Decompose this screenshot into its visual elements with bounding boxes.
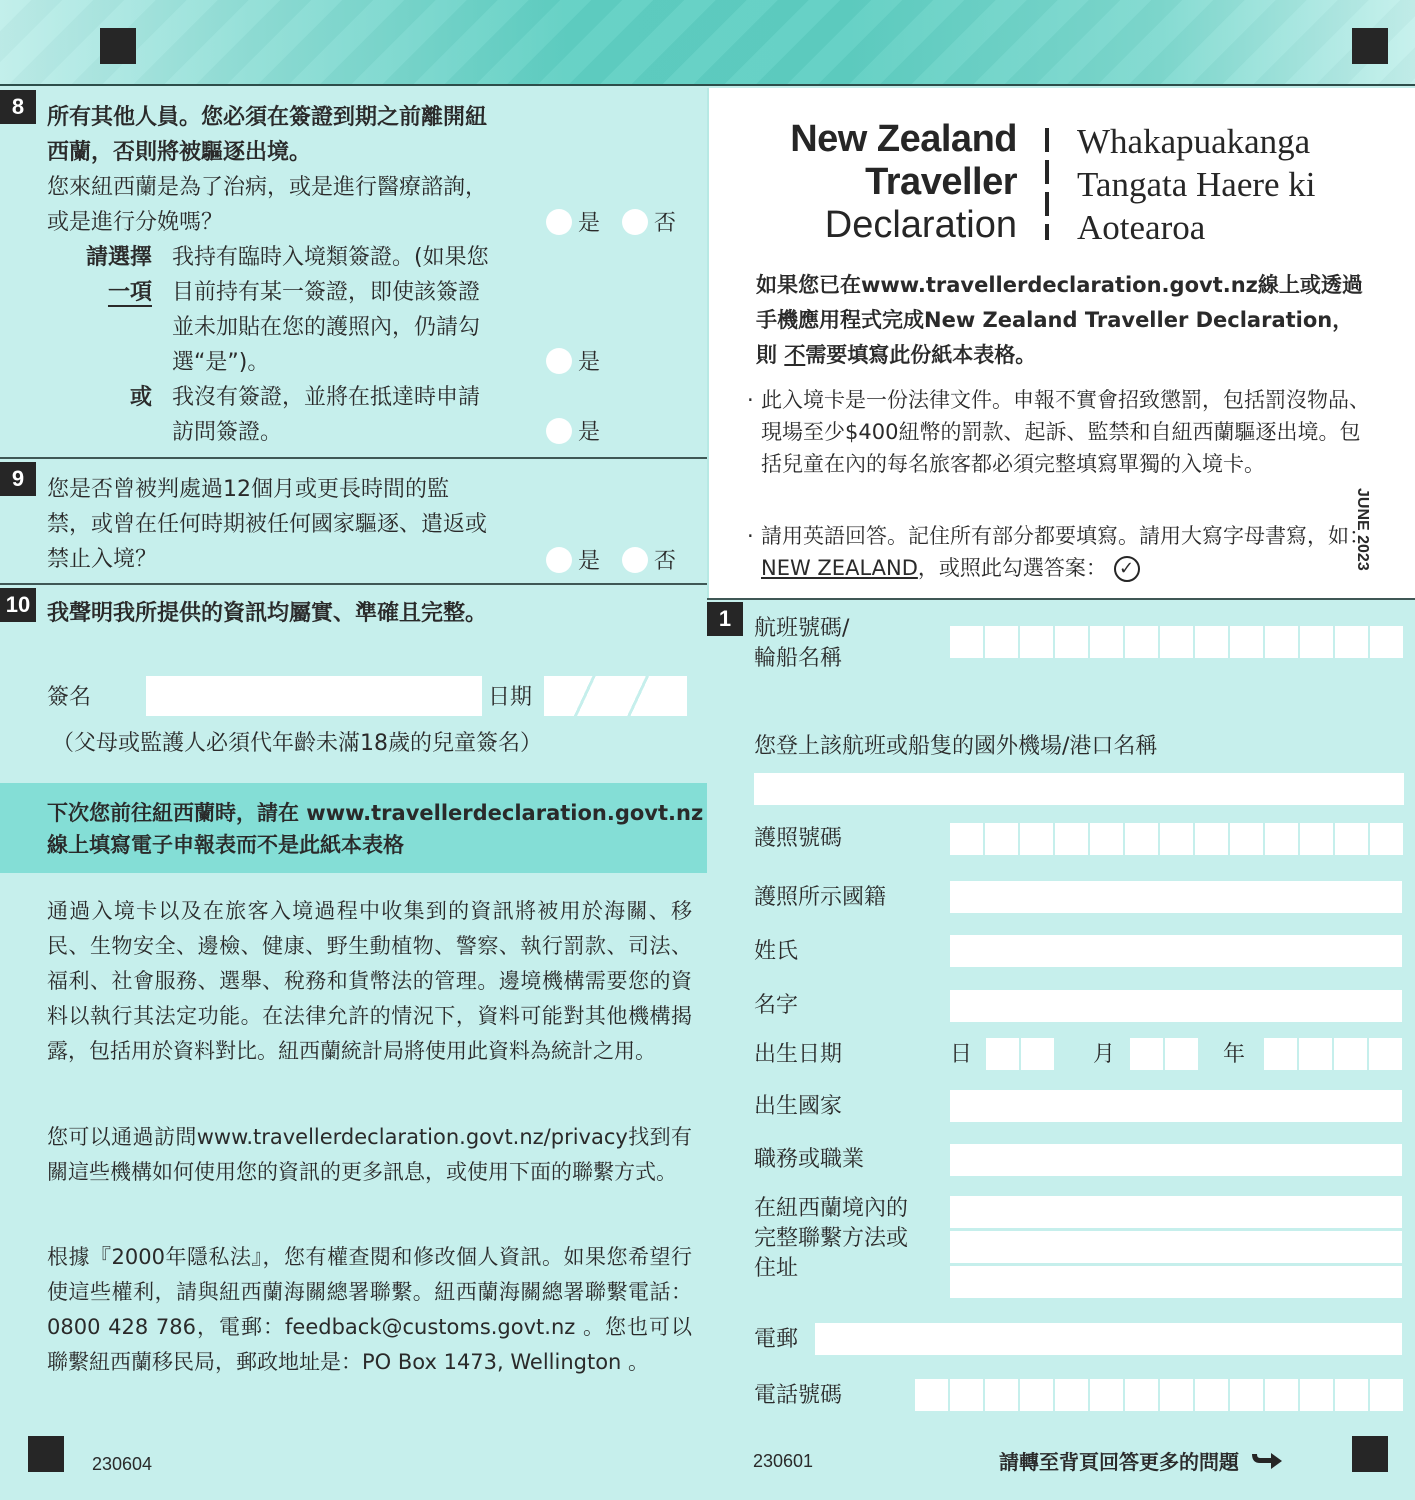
radio-circle[interactable] xyxy=(546,348,572,374)
label-line: 住址 xyxy=(754,1256,799,1281)
notice-text: 需要填寫此份紙本表格。 xyxy=(805,343,1037,367)
dob-month-label: 月 xyxy=(1093,1042,1116,1067)
arrow-right-icon xyxy=(1251,1451,1283,1471)
birth-country-field[interactable] xyxy=(950,1090,1402,1122)
surname-field[interactable] xyxy=(950,935,1402,967)
header-pattern-band xyxy=(0,0,1415,86)
char-box[interactable] xyxy=(950,626,983,658)
option1-line: 我持有臨時入境類簽證。(如果您 xyxy=(172,245,489,270)
registration-mark-bottom-left xyxy=(28,1436,64,1472)
char-box[interactable] xyxy=(1160,823,1193,855)
option1-line: 目前持有某一簽證，即使該簽證 xyxy=(172,280,481,305)
choose-label-line2 xyxy=(60,275,152,310)
char-box[interactable] xyxy=(1265,1379,1298,1411)
char-box[interactable] xyxy=(1264,1038,1297,1070)
port-field[interactable] xyxy=(754,773,1404,805)
char-box[interactable] xyxy=(985,626,1018,658)
q8-heading-line2: 西蘭，否則將被驅逐出境。 xyxy=(47,140,312,165)
char-box[interactable] xyxy=(1369,1038,1402,1070)
q8-option2-text xyxy=(172,380,480,450)
declaration-statement: 我聲明我所提供的資訊均屬實、準確且完整。 xyxy=(47,601,488,626)
question-number: 10 xyxy=(0,588,36,622)
radio-circle[interactable] xyxy=(546,547,572,573)
char-box[interactable] xyxy=(985,823,1018,855)
logo-separator xyxy=(1045,128,1049,240)
notice-text: 如果您已在www.travellerdeclaration.govt.nz線上或透過手機應用程式完成New Zealand Traveller Declaration，則 xyxy=(756,273,1363,367)
edition-date: JUNE 2023 xyxy=(1354,488,1371,571)
bullet-dot: · xyxy=(747,388,754,412)
char-box[interactable] xyxy=(950,1379,983,1411)
privacy-paragraph-2: 您可以通過訪問www.travellerdeclaration.govt.nz/privacy找到有關這些機構如何使用您的資訊的更多訊息，或使用下面的聯繫方式。 xyxy=(47,1125,692,1184)
label-line: 航班號碼/ xyxy=(754,616,850,641)
form-code-left: 230604 xyxy=(92,1454,153,1474)
char-box[interactable] xyxy=(1335,1379,1368,1411)
option2-line: 我沒有簽證，並將在抵達時申請 xyxy=(172,385,481,410)
q9-yes-option[interactable] xyxy=(546,544,600,575)
bullet-dot: · xyxy=(747,524,754,548)
bullet-text: 此入境卡是一份法律文件。申報不實會招致懲罰，包括罰沒物品、現場至少$400紐幣的罰款、起訴、監禁和自紐西蘭驅逐出境。包括兒童在內的每名旅客都必須完整填寫單獨的入境卡。 xyxy=(761,388,1370,476)
q8-visitor-visa-yes-option[interactable] xyxy=(546,415,600,446)
banner-line2: 線上填寫電子申報表而不是此紙本表格 xyxy=(47,833,404,857)
logo-english xyxy=(790,118,1017,247)
yes-label: 是 xyxy=(578,350,601,375)
signature-field[interactable] xyxy=(146,676,482,716)
banner-line1: 下次您前往紐西蘭時，請在 www.travellerdeclaration.govt.nz xyxy=(47,801,704,825)
registration-mark-top-right xyxy=(1352,28,1388,64)
q8-option1-text xyxy=(172,240,489,380)
logo-line: Traveller xyxy=(865,161,1017,203)
char-box[interactable] xyxy=(1055,1379,1088,1411)
online-completed-notice xyxy=(756,268,1371,373)
q8-question-line1: 您來紐西蘭是為了治病，或是進行醫療諮詢， xyxy=(47,175,488,200)
char-box[interactable] xyxy=(1300,1379,1333,1411)
divider xyxy=(0,457,707,459)
char-box[interactable] xyxy=(1195,1379,1228,1411)
char-box[interactable] xyxy=(1020,1379,1053,1411)
phone-label: 電話號碼 xyxy=(754,1383,843,1408)
left-column xyxy=(0,88,707,1500)
logo-line: New Zealand xyxy=(790,118,1017,160)
check-icon: ✓ xyxy=(1114,556,1140,582)
nz-address-field-line3[interactable] xyxy=(950,1266,1402,1298)
char-box[interactable] xyxy=(1195,823,1228,855)
choose-one-label xyxy=(60,240,152,310)
q8-medical-yes-option[interactable] xyxy=(546,206,600,237)
q9-line: 您是否曾被判處過12個月或更長時間的監 xyxy=(47,477,449,502)
char-box[interactable] xyxy=(1300,626,1333,658)
char-box[interactable] xyxy=(1334,1038,1367,1070)
q8-heading-line1: 所有其他人員。您必須在簽證到期之前離開紐 xyxy=(47,105,488,130)
nz-address-label xyxy=(754,1194,908,1284)
port-label: 您登上該航班或船隻的國外機場/港口名稱 xyxy=(754,734,1158,759)
example-caps: NEW ZEALAND xyxy=(761,556,918,580)
char-box[interactable] xyxy=(1335,626,1368,658)
date-field[interactable] xyxy=(544,676,687,716)
yes-label: 是 xyxy=(578,420,601,445)
char-box[interactable] xyxy=(1195,626,1228,658)
or-label: 或 xyxy=(129,385,152,410)
question-8 xyxy=(0,88,707,458)
char-box[interactable] xyxy=(1265,823,1298,855)
logo-maori xyxy=(1077,120,1316,249)
bullet-text: 請用英語回答。記住所有部分都要填寫。請用大寫字母書寫，如： xyxy=(761,524,1370,548)
char-box[interactable] xyxy=(1265,626,1298,658)
signature-label: 簽名 xyxy=(47,685,92,710)
char-box[interactable] xyxy=(1299,1038,1332,1070)
divider xyxy=(707,598,1415,600)
option1-line: 選“是”)。 xyxy=(172,350,270,375)
label-line: 輪船名稱 xyxy=(754,646,843,671)
dob-day-boxes[interactable] xyxy=(986,1038,1054,1070)
surname-label: 姓氏 xyxy=(754,939,799,964)
date-label: 日期 xyxy=(488,685,533,710)
q9-line: 禁止入境？ xyxy=(47,547,158,572)
bullet-text: ，或照此勾選答案： xyxy=(917,556,1107,580)
char-box[interactable] xyxy=(1125,823,1158,855)
logo-line: Whakapuakanga xyxy=(1077,122,1311,161)
phone-number-boxes[interactable] xyxy=(915,1379,1403,1411)
option1-line: 並未加貼在您的護照內，仍請勾 xyxy=(172,315,481,340)
dob-year-label: 年 xyxy=(1223,1042,1246,1067)
online-declaration-banner xyxy=(0,783,707,873)
q8-temporary-visa-yes-option[interactable] xyxy=(546,345,600,376)
radio-circle[interactable] xyxy=(546,209,572,235)
flight-number-boxes[interactable] xyxy=(950,626,1403,658)
dob-day-label: 日 xyxy=(950,1042,973,1067)
question-10 xyxy=(0,586,707,782)
banner-text xyxy=(47,797,703,861)
char-box[interactable] xyxy=(1335,823,1368,855)
char-box[interactable] xyxy=(1230,626,1263,658)
char-box[interactable] xyxy=(1125,1379,1158,1411)
char-box[interactable] xyxy=(915,1379,948,1411)
bullet-instructions xyxy=(747,520,1371,584)
q9-text xyxy=(47,472,487,577)
question-number: 8 xyxy=(0,90,36,124)
char-box[interactable] xyxy=(1370,1379,1403,1411)
char-box[interactable] xyxy=(1230,823,1263,855)
date-of-birth-label: 出生日期 xyxy=(754,1042,843,1067)
label-line: 在紐西蘭境內的 xyxy=(754,1196,909,1221)
char-box[interactable] xyxy=(985,1379,1018,1411)
logo-line: Declaration xyxy=(824,204,1017,246)
char-box[interactable] xyxy=(1160,1379,1193,1411)
option2-line: 訪問簽證。 xyxy=(172,420,283,445)
radio-circle[interactable] xyxy=(622,547,648,573)
question-number: 9 xyxy=(0,462,36,496)
char-box[interactable] xyxy=(1090,1379,1123,1411)
no-label: 否 xyxy=(654,549,677,574)
question-9 xyxy=(0,460,707,584)
char-box[interactable] xyxy=(1021,1038,1054,1070)
nz-address-field-line1[interactable] xyxy=(950,1196,1402,1228)
intro-panel xyxy=(707,88,1415,598)
turn-over-text: 請轉至背頁回答更多的問題 xyxy=(999,1450,1239,1474)
logo-line: Tangata Haere ki xyxy=(1077,165,1316,204)
char-box[interactable] xyxy=(1090,626,1123,658)
char-box[interactable] xyxy=(950,823,983,855)
char-box[interactable] xyxy=(1020,626,1053,658)
bullet-legal-document xyxy=(747,384,1371,480)
char-box[interactable] xyxy=(1370,626,1403,658)
yes-label: 是 xyxy=(578,549,601,574)
q8-question-line2: 或是進行分娩嗎？ xyxy=(47,210,224,235)
char-box[interactable] xyxy=(1160,626,1193,658)
char-box[interactable] xyxy=(1090,823,1123,855)
passport-number-boxes[interactable] xyxy=(950,823,1403,855)
email-label: 電郵 xyxy=(754,1327,799,1352)
choose-label-line1: 請選擇 xyxy=(85,245,152,270)
char-box[interactable] xyxy=(986,1038,1019,1070)
notice-not-underlined: 不 xyxy=(784,343,806,367)
char-box[interactable] xyxy=(1230,1379,1263,1411)
right-column xyxy=(707,88,1415,1500)
privacy-paragraph-3: 根據『2000年隱私法』，您有權查閱和修改個人資訊。如果您希望行使這些權利，請與紐西蘭海關總署聯繫。紐西蘭海關總署聯繫電話：0800 428 786，電郵：feedback@customs.govt.nz 。您也可以聯繫紐西蘭移民局，郵政地址是：PO Box 1473, Wellington 。 xyxy=(47,1245,692,1374)
q8-medical-no-option[interactable] xyxy=(622,206,676,237)
no-label: 否 xyxy=(654,211,677,236)
birth-country-label: 出生國家 xyxy=(754,1094,843,1119)
registration-mark-top-left xyxy=(100,28,136,64)
dob-month-boxes[interactable] xyxy=(1130,1038,1198,1070)
passport-number-label: 護照號碼 xyxy=(754,826,843,851)
given-name-field[interactable] xyxy=(950,990,1402,1022)
nz-address-field-line2[interactable] xyxy=(950,1231,1402,1263)
label-line: 完整聯繫方法或 xyxy=(754,1226,909,1251)
char-box[interactable] xyxy=(1300,823,1333,855)
registration-mark-bottom-right xyxy=(1352,1436,1388,1472)
nationality-label: 護照所示國籍 xyxy=(754,885,887,910)
guardian-note: （父母或監護人必須代年齡未滿18歲的兒童簽名） xyxy=(52,731,542,756)
privacy-paragraph-1: 通過入境卡以及在旅客入境過程中收集到的資訊將被用於海關、移民、生物安全、邊檢、健康、野生動植物、警察、執行罰款、司法、福利、社會服務、選舉、稅務和貨幣法的管理。邊境機構需要您的資料以執行其法定功能。在法律允許的情況下，資料可能對其他機構揭露，包括用於資料對比。紐西蘭統計局將使用此資料為統計之用。 xyxy=(47,899,692,1063)
radio-circle[interactable] xyxy=(546,418,572,444)
char-box[interactable] xyxy=(1055,626,1088,658)
char-box[interactable] xyxy=(1370,823,1403,855)
char-box[interactable] xyxy=(1165,1038,1198,1070)
form-code-right: 230601 xyxy=(753,1451,814,1471)
char-box[interactable] xyxy=(1130,1038,1163,1070)
char-box[interactable] xyxy=(1020,823,1053,855)
one-item-underlined: 一項 xyxy=(107,280,152,305)
given-name-label: 名字 xyxy=(754,993,799,1018)
q9-line: 禁，或曾在任何時期被任何國家驅逐、遣返或 xyxy=(47,512,488,537)
email-field[interactable] xyxy=(815,1323,1402,1355)
nationality-field[interactable] xyxy=(950,881,1402,913)
divider xyxy=(0,583,707,585)
dob-year-boxes[interactable] xyxy=(1264,1038,1402,1070)
q9-no-option[interactable] xyxy=(622,544,676,575)
turn-over-instruction xyxy=(999,1446,1283,1475)
question-number: 1 xyxy=(707,602,743,636)
flight-label xyxy=(754,614,849,674)
radio-circle[interactable] xyxy=(622,209,648,235)
char-box[interactable] xyxy=(1125,626,1158,658)
char-box[interactable] xyxy=(1055,823,1088,855)
yes-label: 是 xyxy=(578,211,601,236)
occupation-field[interactable] xyxy=(950,1144,1402,1176)
occupation-label: 職務或職業 xyxy=(754,1147,865,1172)
logo-line: Aotearoa xyxy=(1077,208,1206,247)
